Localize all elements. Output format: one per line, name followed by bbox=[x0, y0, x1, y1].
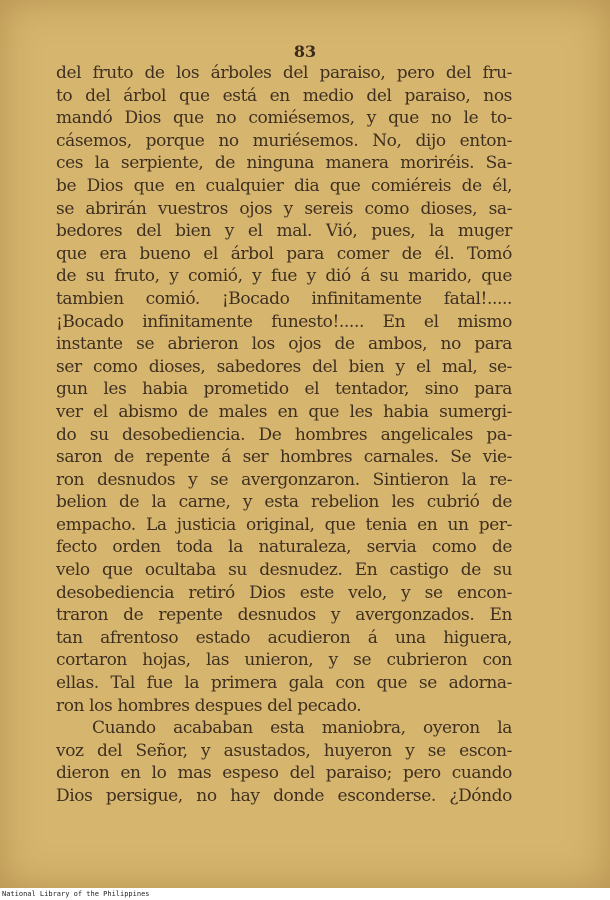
text-line: Cuando acababan esta maniobra, oyeron la bbox=[92, 718, 512, 739]
text-line: do su desobediencia. De hombres angelicales pa- bbox=[56, 424, 512, 445]
text-line: cortaron hojas, las unieron, y se cubrieron con bbox=[56, 650, 512, 671]
text-line: cásemos, porque no muriésemos. No, dijo enton- bbox=[56, 130, 512, 151]
text-line: voz del Señor, y asustados, huyeron y se escon- bbox=[56, 740, 512, 761]
text-line: traron de repente desnudos y avergonzados. En bbox=[56, 605, 512, 626]
text-line: ron los hombres despues del pecado. bbox=[56, 695, 362, 716]
text-line: tambien comió. ¡Bocado infinitamente fatal!..... bbox=[56, 288, 512, 309]
text-line: ser como dioses, sabedores del bien y el mal, se- bbox=[56, 356, 512, 377]
text-line: gun les habia prometido el tentador, sino para bbox=[56, 379, 512, 400]
library-credit: National Library of the Philippines bbox=[2, 890, 150, 898]
text-line: empacho. La justicia original, que tenia en un per- bbox=[56, 514, 512, 535]
text-line: fecto orden toda la naturaleza, servia como de bbox=[56, 537, 512, 558]
text-line: que era bueno el árbol para comer de él. Tomó bbox=[56, 243, 512, 264]
page-number: 83 bbox=[293, 42, 317, 61]
text-line: ¡Bocado infinitamente funesto!..... En el mismo bbox=[56, 311, 512, 332]
text-line: ellas. Tal fue la primera gala con que se adorna- bbox=[56, 673, 512, 694]
text-line: be Dios que en cualquier dia que comiéreis de él, bbox=[56, 175, 512, 196]
text-line: velo que ocultaba su desnudez. En castigo de su bbox=[56, 560, 512, 581]
text-line: belion de la carne, y esta rebelion les cubrió de bbox=[56, 492, 512, 513]
text-line: de su fruto, y comió, y fue y dió á su marido, que bbox=[56, 266, 512, 287]
text-line: del fruto de los árboles del paraiso, pero del fru- bbox=[56, 63, 512, 83]
text-line: ces la serpiente, de ninguna manera moriréis. Sa- bbox=[56, 153, 512, 174]
text-line: to del árbol que está en medio del paraiso, nos bbox=[56, 85, 512, 106]
text-line: saron de repente á ser hombres carnales. Se vie- bbox=[56, 447, 512, 468]
text-line: bedores del bien y el mal. Vió, pues, la muger bbox=[56, 221, 512, 242]
text-line: ver el abismo de males en que les habia sumergi- bbox=[56, 401, 512, 422]
text-line: dieron en lo mas espeso del paraiso; pero cuando bbox=[56, 763, 512, 784]
text-line: Dios persigue, no hay donde esconderse. ¿Dóndo bbox=[56, 786, 512, 806]
text-line: instante se abrieron los ojos de ambos, no para bbox=[56, 334, 512, 355]
text-line: se abrirán vuestros ojos y sereis como dioses, sa- bbox=[56, 198, 512, 219]
text-line: ron desnudos y se avergonzaron. Sintieron la re- bbox=[56, 469, 512, 490]
text-line: mandó Dios que no comiésemos, y que no le to- bbox=[56, 108, 512, 129]
text-line: tan afrentoso estado acudieron á una higuera, bbox=[56, 627, 512, 648]
body-text bbox=[56, 62, 512, 808]
text-line: desobediencia retiró Dios este velo, y se encon- bbox=[56, 582, 512, 603]
